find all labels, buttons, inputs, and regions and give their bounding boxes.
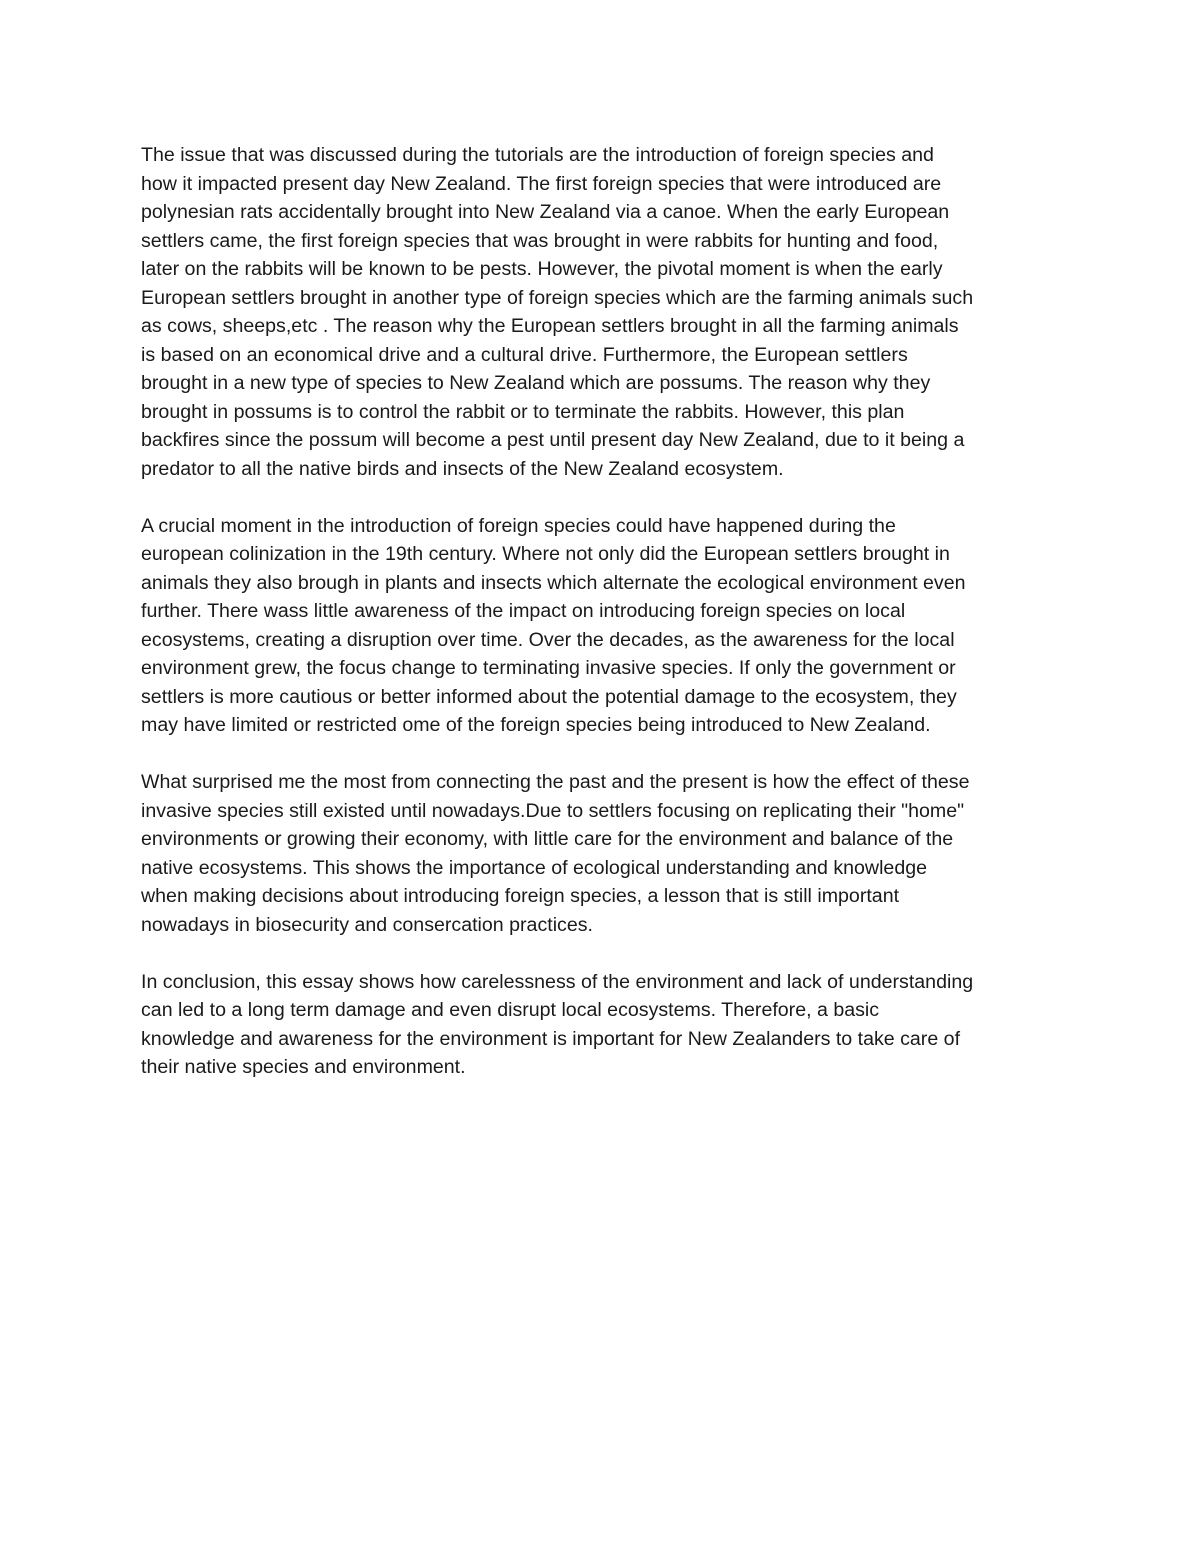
text-line: can led to a long term damage and even disrupt local ecosystems. Therefore, a basic [141,999,880,1021]
text-line: A crucial moment in the introduction of foreign species could have happened during the [141,514,896,537]
text-line: european colinization in the 19th century. Where not only did the European settlers brought in [141,543,950,565]
text-line: nowadays in biosecurity and consercation practices. [141,913,593,936]
text-line: settlers is more cautious or better informed about the potential damage to the ecosystem, they [141,685,957,708]
text-line: The issue that was discussed during the tutorials are the introduction of foreign species and [141,144,934,166]
text-line: when making decisions about introducing foreign species, a lesson that is still important [141,885,900,907]
text-line: backfires since the possum will become a pest until present day New Zealand, due to it being a [141,429,965,451]
text-line: is based on an economical drive and a cultural drive. Furthermore, the European settlers [141,343,908,366]
text-line: predator to all the native birds and insects of the New Zealand ecosystem. [141,457,784,480]
text-line: brought in a new type of species to New Zealand which are possums. The reason why they [141,372,931,394]
text-line: knowledge and awareness for the environment is important for New Zealanders to take care of [141,1027,961,1050]
text-line: their native species and environment. [141,1056,466,1078]
text-line: as cows, sheeps,etc . The reason why the European settlers brought in all the farming animals [141,315,959,337]
text-line: polynesian rats accidentally brought into New Zealand via a canoe. When the early European [141,201,950,223]
paragraph-introduction [141,141,1071,483]
paragraph-reflection [141,768,1071,939]
text-line: ecosystems, creating a disruption over time. Over the decades, as the awareness for the local [141,628,955,651]
text-line: how it impacted present day New Zealand. The first foreign species that were introduced are [141,172,942,195]
text-line: What surprised me the most from connecting the past and the present is how the effect of these [141,771,970,793]
text-line: environments or growing their economy, with little care for the environment and balance of the [141,828,954,850]
paragraph-conclusion [141,968,1071,1082]
text-line: environment grew, the focus change to terminating invasive species. If only the government or [141,657,956,679]
text-line: invasive species still existed until nowadays.Due to settlers focusing on replicating their "home" [141,799,965,822]
paragraph-crucial-moment [141,512,1071,740]
text-line: may have limited or restricted ome of the foreign species being introduced to New Zealand. [141,714,931,736]
text-line: In conclusion, this essay shows how carelessness of the environment and lack of understanding [141,970,974,993]
document-body [141,141,1071,1082]
text-line: animals they also brough in plants and insects which alternate the ecological environment even [141,571,966,594]
text-line: brought in possums is to control the rabbit or to terminate the rabbits. However, this plan [141,400,905,423]
text-line: native ecosystems. This shows the importance of ecological understanding and knowledge [141,856,928,879]
text-line: settlers came, the first foreign species that was brought in were rabbits for hunting and food, [141,229,939,252]
text-line: further. There wass little awareness of the impact on introducing foreign species on local [141,600,906,622]
text-line: later on the rabbits will be known to be pests. However, the pivotal moment is when the early [141,258,943,280]
text-line: European settlers brought in another type of foreign species which are the farming animals such [141,286,974,309]
